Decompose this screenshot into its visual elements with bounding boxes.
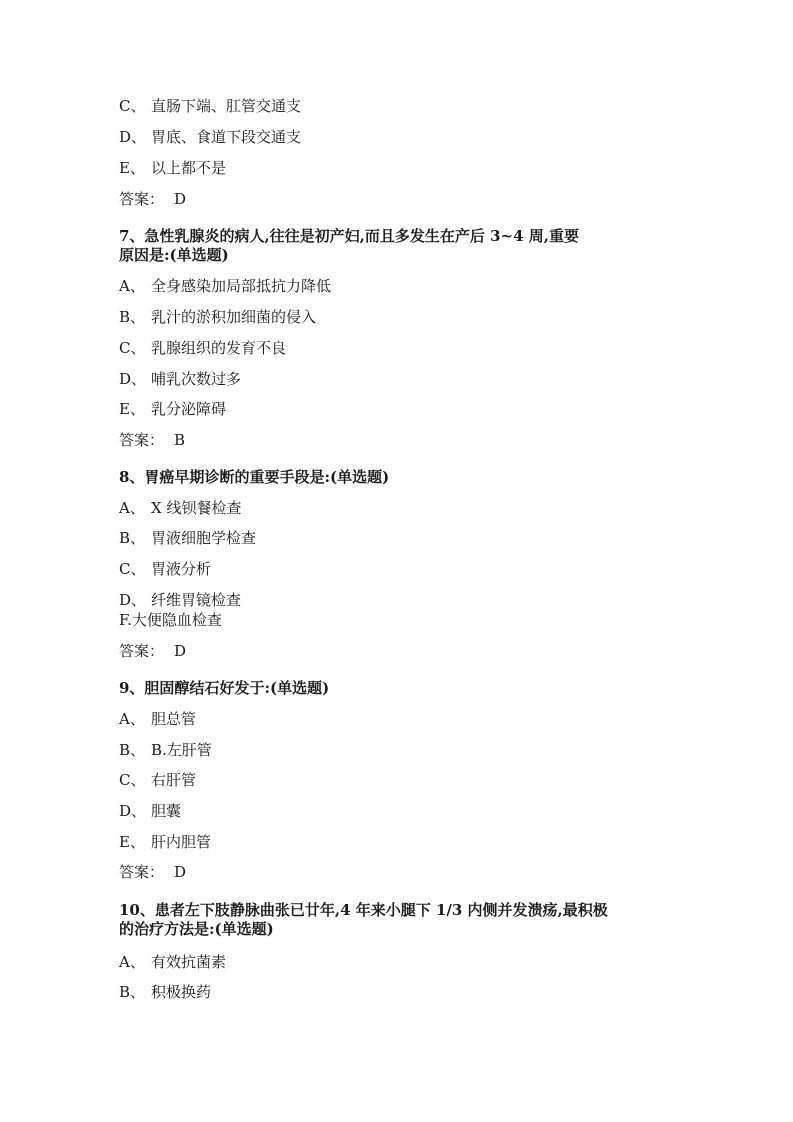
option-c: C、 直肠下端、肛管交通支 bbox=[119, 97, 302, 115]
option-c: C、 乳腺组织的发育不良 bbox=[119, 339, 287, 357]
option-a: A、 全身感染加局部抵抗力降低 bbox=[119, 277, 332, 295]
option-b: B、 胃液细胞学检查 bbox=[119, 529, 257, 547]
option-d: D、 胃底、食道下段交通支 bbox=[119, 128, 302, 146]
option-f-extra: F.大便隐血检查 bbox=[119, 611, 222, 629]
option-d: D、 哺乳次数过多 bbox=[119, 370, 242, 388]
option-e: E、 以上都不是 bbox=[119, 159, 227, 177]
option-c: C、 胃液分析 bbox=[119, 560, 212, 578]
answer-line: 答案： D bbox=[119, 863, 187, 881]
option-e: E、 肝内胆管 bbox=[119, 833, 212, 851]
option-e: E、 乳分泌障碍 bbox=[119, 400, 227, 418]
question-8-title: 8、胃癌早期诊断的重要手段是:(单选题) bbox=[119, 468, 390, 486]
option-b: B、 B.左肝管 bbox=[119, 741, 212, 759]
answer-line: 答案： D bbox=[119, 642, 187, 660]
option-a: A、 X 线钡餐检查 bbox=[119, 499, 242, 517]
option-b: B、 积极换药 bbox=[119, 983, 212, 1001]
option-a: A、 胆总管 bbox=[119, 710, 197, 728]
question-7-title: 7、急性乳腺炎的病人,往往是初产妇,而且多发生在产后 3~4 周,重要 bbox=[119, 227, 579, 245]
option-b: B、 乳汁的淤积加细菌的侵入 bbox=[119, 308, 317, 326]
option-a: A、 有效抗菌素 bbox=[119, 953, 227, 971]
answer-line: 答案： D bbox=[119, 190, 187, 208]
question-10-title: 10、患者左下肢静脉曲张已廿年,4 年来小腿下 1/3 内侧并发溃疡,最积极 bbox=[119, 901, 608, 919]
question-7-title-cont: 原因是:(单选题) bbox=[119, 246, 229, 264]
answer-line: 答案： B bbox=[119, 431, 186, 449]
option-c: C、 右肝管 bbox=[119, 771, 197, 789]
question-10-title-cont: 的治疗方法是:(单选题) bbox=[119, 920, 274, 938]
option-d: D、 纤维胃镜检查 bbox=[119, 591, 242, 609]
option-d: D、 胆囊 bbox=[119, 802, 182, 820]
question-9-title: 9、胆固醇结石好发于:(单选题) bbox=[119, 679, 330, 697]
